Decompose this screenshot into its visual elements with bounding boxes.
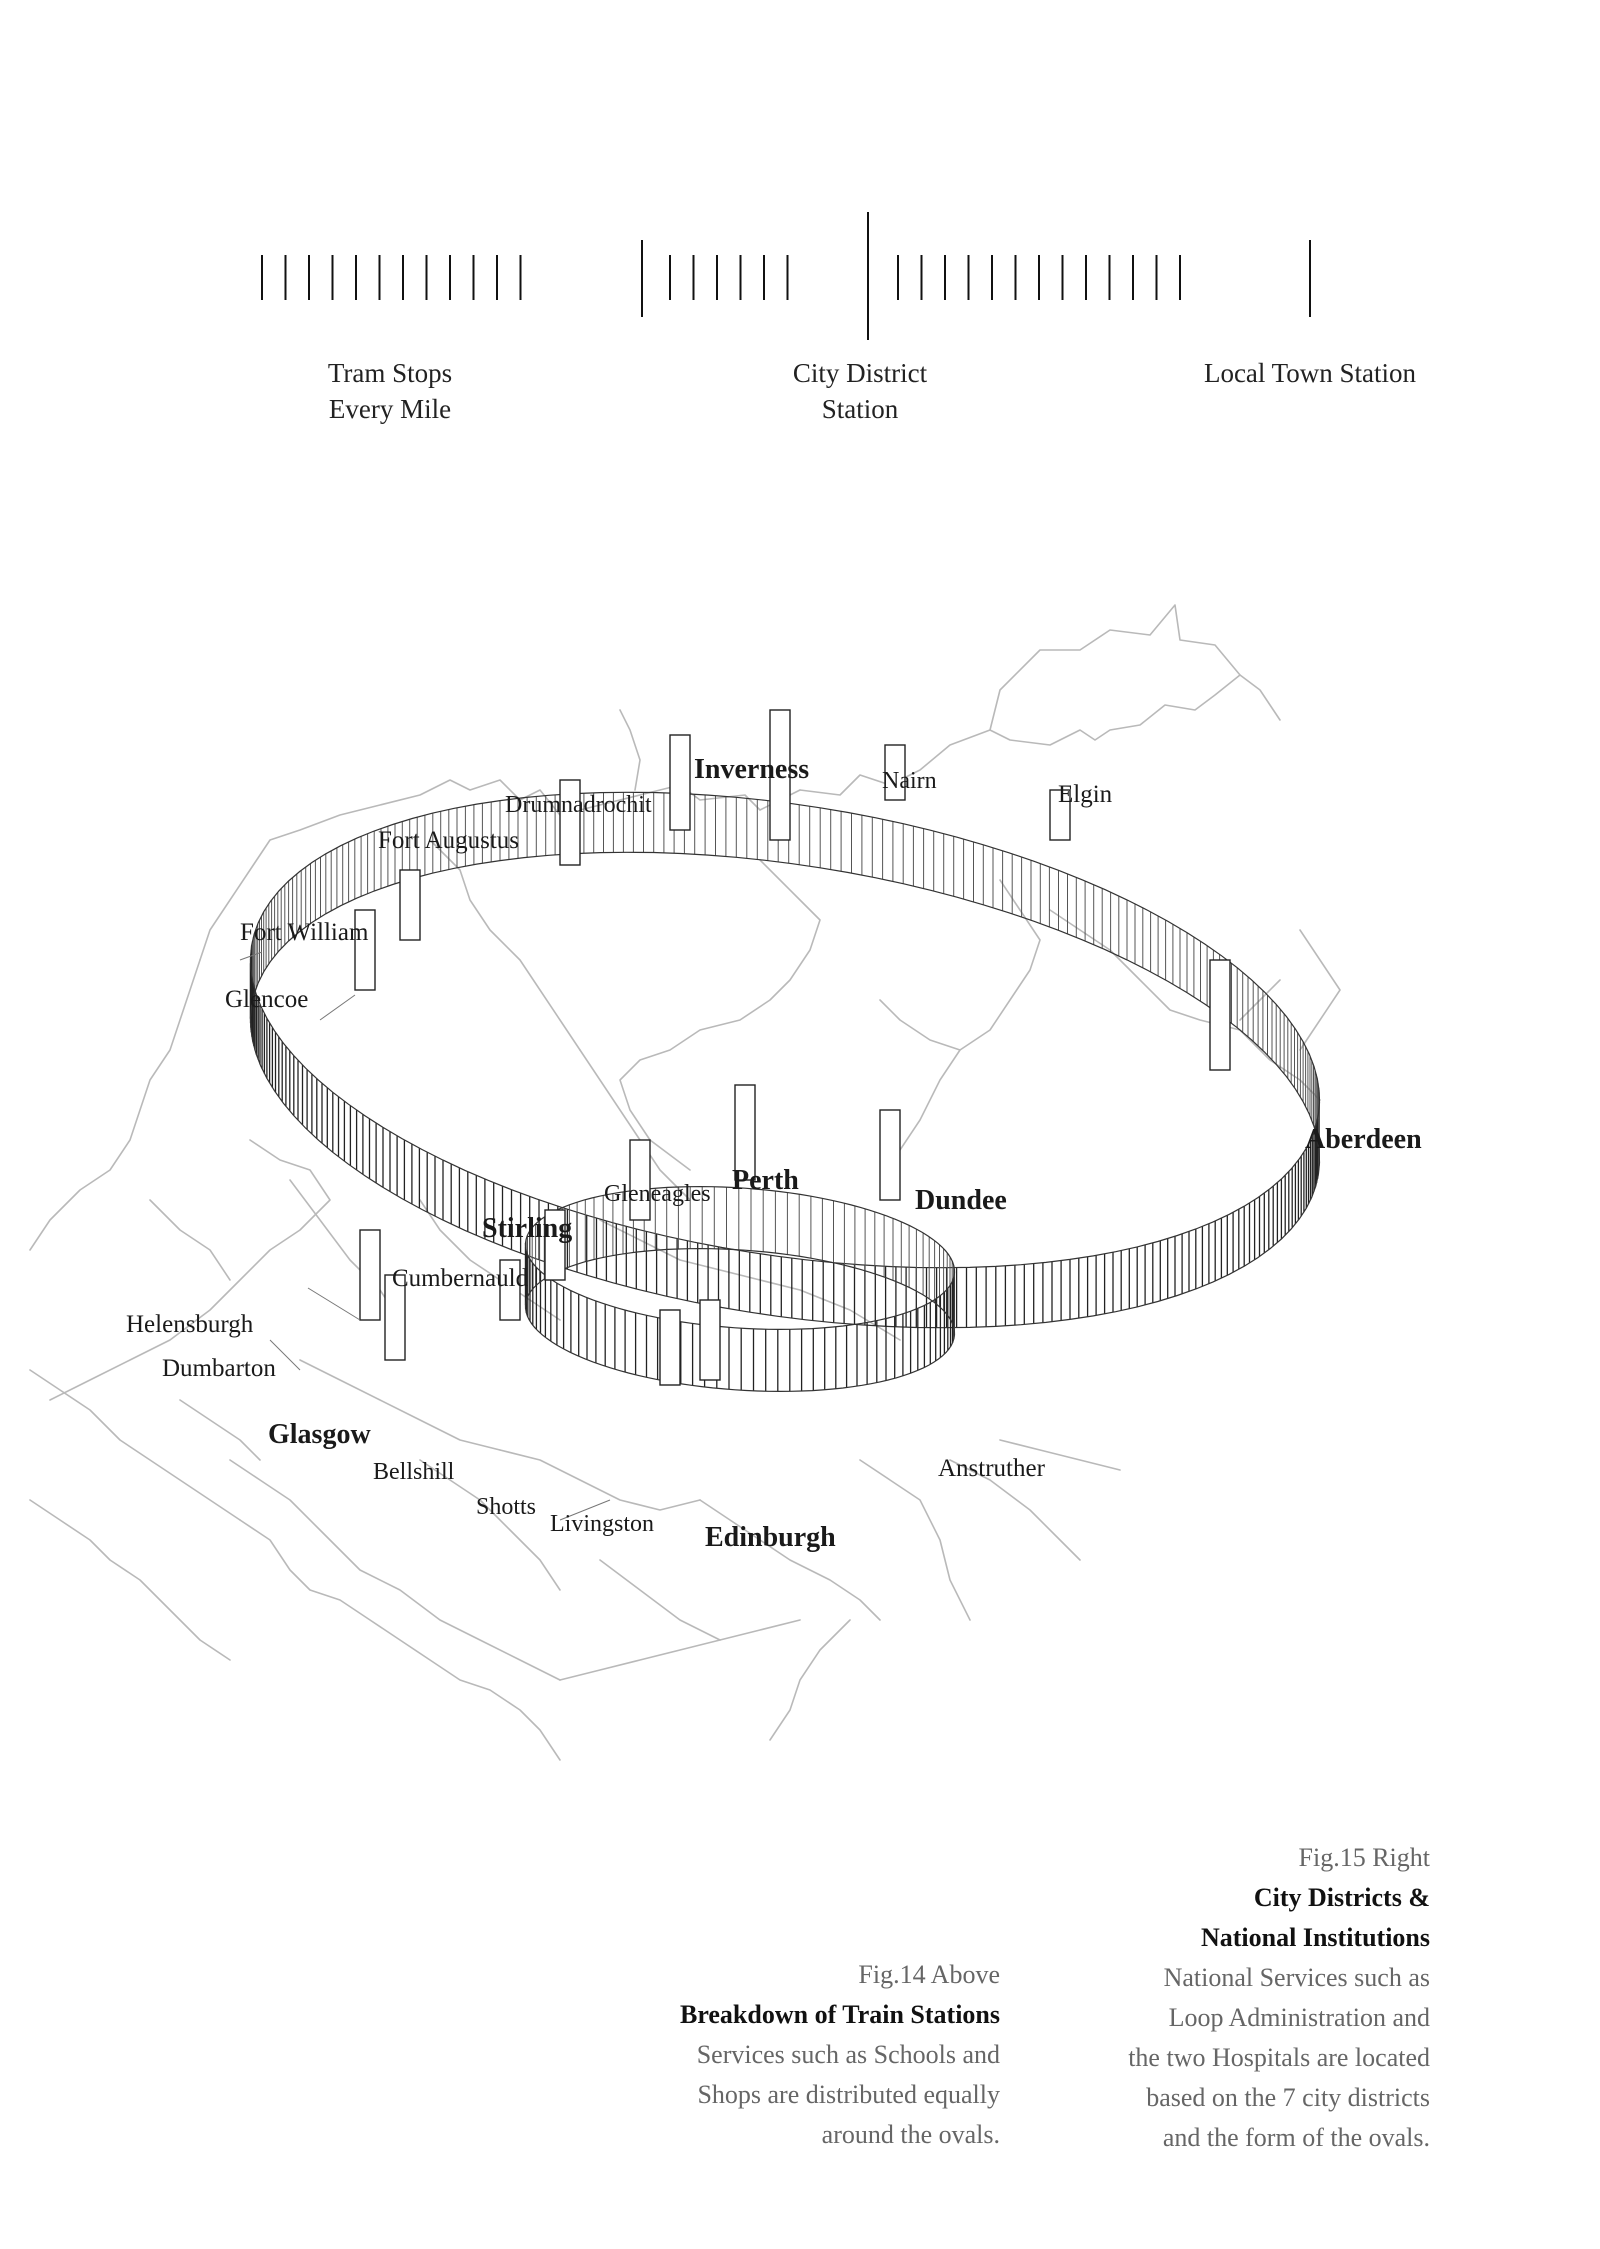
caption-fig14-number: Fig.14 Above (858, 1960, 1000, 1989)
inner-loop-fence (526, 1187, 955, 1392)
station-label-bellshill: Bellshill (373, 1459, 455, 1485)
caption-fig15-number: Fig.15 Right (1298, 1843, 1430, 1872)
caption-fig15-line-5: and the form of the ovals. (1162, 2123, 1430, 2152)
station-panel (1210, 960, 1230, 1070)
caption-fig15 (1030, 1838, 1430, 2158)
legend-label-tram-stops (260, 355, 520, 427)
station-panel (660, 1310, 680, 1385)
caption-fig15-title-1: City Districts & (1253, 1883, 1430, 1912)
station-label-anstruther: Anstruther (938, 1455, 1045, 1482)
legend-label-local-town (1150, 355, 1470, 391)
fence-rim (526, 1249, 955, 1392)
station-panel (630, 1140, 650, 1220)
fence-rim (251, 792, 1320, 1267)
station-label-shotts: Shotts (476, 1494, 537, 1520)
caption-fig14-line-1: Services such as Schools and (696, 2040, 1000, 2069)
station-panel (360, 1230, 380, 1320)
station-label-dundee: Dundee (915, 1185, 1007, 1216)
station-label-dumbarton: Dumbarton (162, 1355, 276, 1382)
caption-fig15-line-1: National Services such as (1163, 1963, 1430, 1992)
station-label-helensburgh: Helensburgh (126, 1311, 254, 1338)
station-label-cumbernauld: Cumbernauld (392, 1265, 529, 1292)
station-label-fort-william: Fort William (240, 919, 369, 946)
station-label-perth: Perth (732, 1165, 799, 1196)
station-label-elgin: Elgin (1058, 781, 1113, 808)
label-leader-line (308, 1288, 360, 1320)
caption-fig14 (600, 1955, 1000, 2155)
caption-fig15-line-3: the two Hospitals are located (1128, 2043, 1430, 2072)
fence-rim (526, 1187, 955, 1330)
station-label-livingston: Livingston (550, 1511, 655, 1537)
caption-fig15-line-2: Loop Administration and (1168, 2003, 1430, 2032)
station-legend-scale (0, 180, 1600, 500)
caption-fig15-title-2: National Institutions (1201, 1923, 1430, 1952)
legend-local-line: Local Town Station (1203, 358, 1417, 388)
station-label-edinburgh: Edinburgh (705, 1522, 836, 1553)
legend-district-line-1: City District (792, 358, 928, 388)
station-label-inverness: Inverness (694, 754, 810, 785)
legend-tram-line-1: Tram Stops (327, 358, 453, 388)
station-label-aberdeen: Aberdeen (1305, 1124, 1422, 1155)
legend-district-line-2: Station (821, 394, 899, 424)
station-panel (880, 1110, 900, 1200)
station-panel (400, 870, 420, 940)
caption-fig15-line-4: based on the 7 city districts (1146, 2083, 1430, 2112)
station-label-fort-augustus: Fort Augustus (378, 827, 520, 854)
station-panel (670, 735, 690, 830)
legend-tram-line-2: Every Mile (328, 394, 452, 424)
caption-fig14-title: Breakdown of Train Stations (679, 2000, 1000, 2029)
station-panel (700, 1300, 720, 1380)
station-label-glencoe: Glencoe (225, 986, 309, 1013)
station-label-gleneagles: Gleneagles (604, 1181, 711, 1207)
legend-label-city-district (740, 355, 980, 427)
scotland-loop-map (0, 580, 1600, 1800)
station-label-stirling: Stirling (482, 1213, 573, 1244)
caption-fig14-line-2: Shops are distributed equally (697, 2080, 1000, 2109)
station-label-nairn: Nairn (882, 768, 937, 794)
caption-fig14-line-3: around the ovals. (821, 2120, 1000, 2149)
station-label-drumnadrochit: Drumnadrochit (505, 792, 652, 818)
label-leader-line (320, 995, 355, 1020)
station-label-glasgow: Glasgow (268, 1419, 371, 1450)
